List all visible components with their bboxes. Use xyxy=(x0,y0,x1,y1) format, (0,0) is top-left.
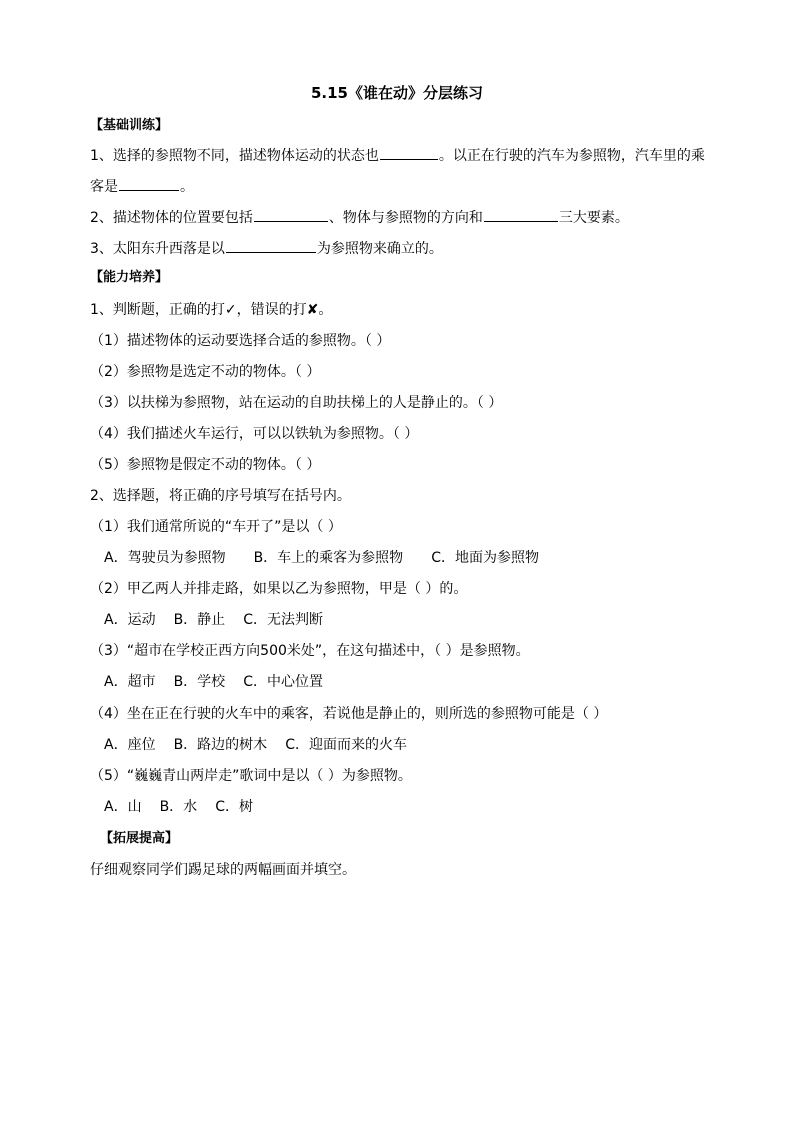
basic-q3-blank[interactable] xyxy=(226,238,316,253)
choice-option: B．学校 xyxy=(173,674,226,690)
section-basic-heading: 【基础训练】 xyxy=(90,118,169,133)
choice-option: B．静止 xyxy=(173,612,226,628)
judge-item: （1）描述物体的运动要选择合适的参照物。（ ） xyxy=(90,333,391,349)
basic-q1-line1 xyxy=(90,145,705,166)
choice-question: （3）“超市在学校正西方向500米处”，在这句描述中，（ ）是参照物。 xyxy=(90,643,530,659)
judge-intro: 1、判断题，正确的打✓，错误的打✘。 xyxy=(90,302,333,318)
basic-q2-blank-2[interactable] xyxy=(484,207,558,222)
choice-option: C．迎面而来的火车 xyxy=(285,737,407,753)
basic-q1-text-d: 。 xyxy=(180,179,194,195)
choice-options xyxy=(104,672,341,692)
basic-q2-text-c: 三大要素。 xyxy=(558,210,629,226)
section-ability-heading: 【能力培养】 xyxy=(90,270,169,285)
judge-item: （4）我们描述火车运行，可以以铁轨为参照物。（ ） xyxy=(90,426,419,442)
choice-options xyxy=(104,610,341,630)
basic-q1-text-c: 客是 xyxy=(90,179,118,195)
choice-question: （1）我们通常所说的“车开了”是以（ ） xyxy=(90,519,342,535)
choice-option: A．座位 xyxy=(104,737,156,753)
basic-q1-line2 xyxy=(90,176,194,197)
choice-option: C．地面为参照物 xyxy=(431,550,539,566)
choice-option: C．中心位置 xyxy=(243,674,323,690)
choice-question: （2）甲乙两人并排走路，如果以乙为参照物，甲是（ ）的。 xyxy=(90,581,468,597)
basic-q3-line xyxy=(90,238,443,259)
judge-item: （2）参照物是选定不动的物体。（ ） xyxy=(90,364,321,380)
choice-options xyxy=(104,548,567,568)
basic-q2-blank-1[interactable] xyxy=(254,207,328,222)
choice-option: A．驾驶员为参照物 xyxy=(104,550,226,566)
choice-option: C．无法判断 xyxy=(243,612,323,628)
choice-option: A．运动 xyxy=(104,612,156,628)
choice-option: B．路边的树木 xyxy=(173,737,268,753)
choice-options xyxy=(104,797,271,817)
section-extend-heading: 【拓展提高】 xyxy=(100,831,179,846)
choice-option: B．车上的乘客为参照物 xyxy=(253,550,404,566)
basic-q1-text-a: 1、选择的参照物不同，描述物体运动的状态也 xyxy=(90,148,379,164)
choice-option: B．水 xyxy=(159,799,198,815)
choice-options xyxy=(104,735,425,755)
choice-option: A．山 xyxy=(104,799,142,815)
extend-text: 仔细观察同学们踢足球的两幅画面并填空。 xyxy=(90,862,356,878)
basic-q2-text-a: 2、描述物体的位置要包括 xyxy=(90,210,253,226)
page-title: 5.15《谁在动》分层练习 xyxy=(310,84,483,102)
choice-question: （5）“巍巍青山两岸走”歌词中是以（ ）为参照物。 xyxy=(90,768,412,784)
choice-question: （4）坐在正在行驶的火车中的乘客，若说他是静止的，则所选的参照物可能是（ ） xyxy=(90,706,608,722)
choice-option: C．树 xyxy=(215,799,253,815)
basic-q2-text-b: 、物体与参照物的方向和 xyxy=(328,210,483,226)
choice-option: A．超市 xyxy=(104,674,156,690)
basic-q2-line xyxy=(90,207,629,228)
basic-q1-blank-1[interactable] xyxy=(380,145,438,160)
basic-q3-text-b: 为参照物来确立的。 xyxy=(316,241,443,257)
judge-item: （5）参照物是假定不动的物体。（ ） xyxy=(90,457,321,473)
basic-q3-text-a: 3、太阳东升西落是以 xyxy=(90,241,225,257)
choice-intro: 2、选择题，将正确的序号填写在括号内。 xyxy=(90,488,351,504)
judge-item: （3）以扶梯为参照物，站在运动的自助扶梯上的人是静止的。（ ） xyxy=(90,395,503,411)
basic-q1-blank-2[interactable] xyxy=(119,176,179,191)
basic-q1-text-b: 。以正在行驶的汽车为参照物，汽车里的乘 xyxy=(438,148,705,164)
